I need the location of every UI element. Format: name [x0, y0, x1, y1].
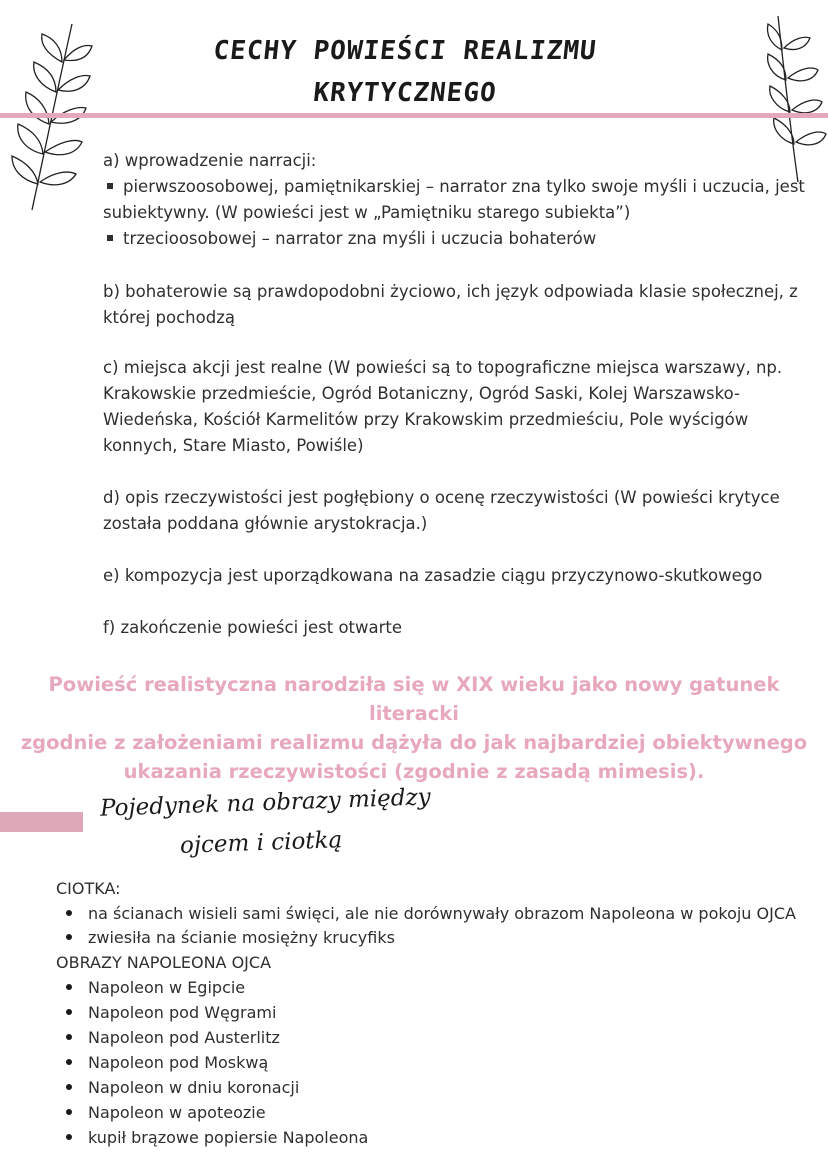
bullet-icon — [66, 1109, 72, 1115]
section2-title-line2: ojcem i ciotką — [179, 827, 343, 859]
point-c-line3: Wiedeńska, Kościół Karmelitów przy Krakowskim przedmieściu, Pole wyścigów — [103, 410, 749, 429]
bullet-icon — [66, 1034, 72, 1040]
section2-title-line1: Pojedynek na obrazy między — [99, 784, 432, 822]
quote-line1: Powieść realistyczna narodziła się w XIX wieku jako nowy gatunek literacki — [48, 673, 780, 725]
list-item: Napoleon pod Węgrami — [66, 1001, 276, 1025]
point-a-bullet1-line2: subiektywny. (W powieści jest w „Pamiętniku starego subiekta”) — [103, 203, 631, 222]
bullet-icon — [66, 1009, 72, 1015]
list-item: na ścianach wisieli sami święci, ale nie dorównywały obrazom Napoleona w pokoju OJCA — [66, 902, 796, 926]
title-divider — [0, 113, 828, 118]
list-item: Napoleon pod Moskwą — [66, 1051, 268, 1075]
point-a-bullet1-line1: pierwszoosobowej, pamiętnikarskiej – narrator zna tylko swoje myśli i uczucia, jest — [123, 177, 805, 196]
point-a-bullet2-text: trzecioosobowej – narrator zna myśli i uczucia bohaterów — [123, 229, 597, 248]
list-item: Napoleon pod Austerlitz — [66, 1026, 280, 1050]
bullet-icon — [66, 910, 72, 916]
square-bullet-icon — [107, 183, 113, 189]
point-a-intro: a) wprowadzenie narracji: — [103, 151, 317, 170]
bullet-icon — [66, 1059, 72, 1065]
point-c-line1: c) miejsca akcji jest realne (W powieści są to topograficzne miejsca warszawy, np. — [103, 358, 783, 377]
list-item: Napoleon w Egipcie — [66, 976, 245, 1000]
list-item: kupił brązowe popiersie Napoleona — [66, 1126, 368, 1150]
bullet-icon — [66, 934, 72, 940]
highlight-quote — [20, 670, 808, 786]
obrazy-label: OBRAZY NAPOLEONA OJCA — [56, 953, 272, 972]
bullet-icon — [66, 1084, 72, 1090]
point-d-line1: d) opis rzeczywistości jest pogłębiony o ocenę rzeczywistości (W powieści krytyce — [103, 488, 780, 507]
list-item: Napoleon w dniu koronacji — [66, 1076, 299, 1100]
page-title-line2: KRYTYCZNEGO — [311, 78, 499, 108]
point-d-line2: została poddana głównie arystokracja.) — [103, 514, 428, 533]
point-f: f) zakończenie powieści jest otwarte — [103, 618, 403, 637]
list-item: Napoleon w apoteozie — [66, 1101, 266, 1125]
point-c-line4: konnych, Stare Miasto, Powiśle) — [103, 436, 364, 455]
point-b-line2: której pochodzą — [103, 308, 235, 327]
point-a-bullet1 — [103, 174, 805, 199]
quote-line2: zgodnie z założeniami realizmu dążyła do jak najbardziej obiektywnego — [20, 731, 808, 754]
ciotka-label: CIOTKA: — [56, 879, 121, 898]
quote-line3: ukazania rzeczywistości (zgodnie z zasadą mimesis). — [123, 760, 705, 783]
page-title-line1: CECHY POWIEŚCI REALIZMU — [211, 36, 599, 66]
point-b-line1: b) bohaterowie są prawdopodobni życiowo, ich język odpowiada klasie społecznej, z — [103, 282, 798, 301]
square-bullet-icon — [107, 235, 113, 241]
point-e: e) kompozycja jest uporządkowana na zasadzie ciągu przyczynowo-skutkowego — [103, 566, 763, 585]
bullet-icon — [66, 984, 72, 990]
point-c-line2: Krakowskie przedmieście, Ogród Botaniczny, Ogród Saski, Kolej Warszawsko- — [103, 384, 740, 403]
bullet-icon — [66, 1134, 72, 1140]
section-accent-bar — [0, 812, 83, 832]
point-a-bullet2 — [103, 226, 596, 251]
leaf-branch-right-icon — [748, 10, 828, 185]
list-item: zwiesiła na ścianie mosiężny krucyfiks — [66, 926, 395, 950]
